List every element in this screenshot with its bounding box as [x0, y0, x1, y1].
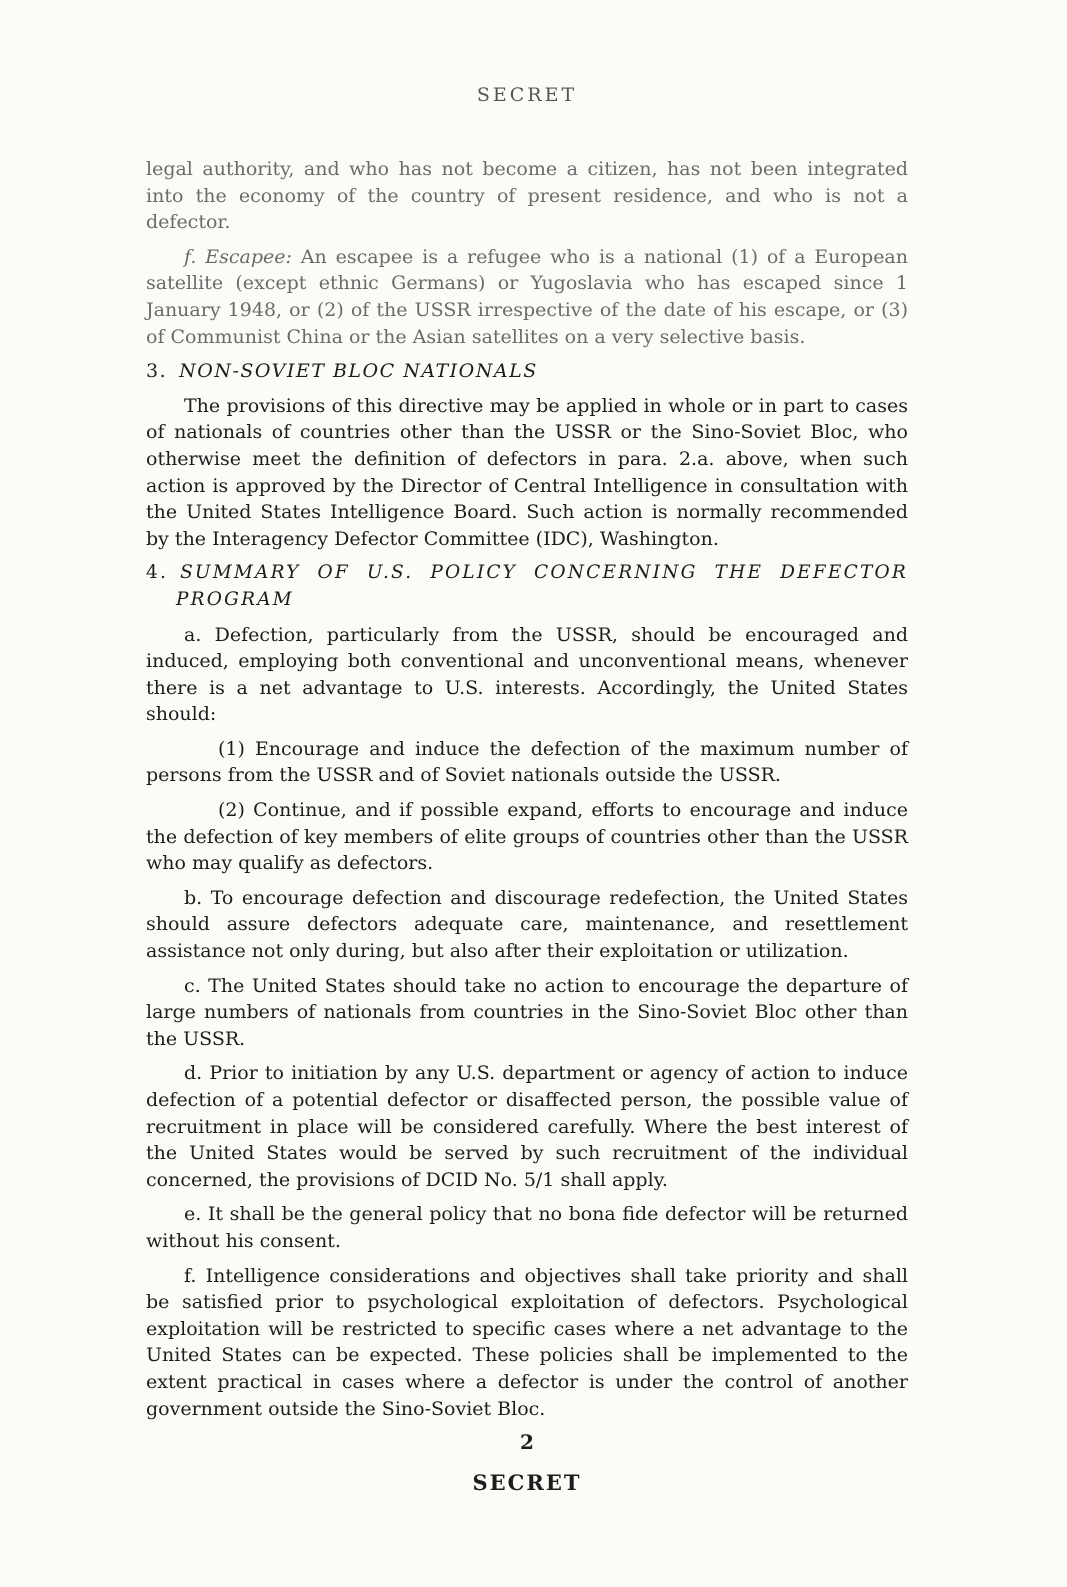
- escapee-label: f. Escapee:: [184, 245, 292, 268]
- document-page: [146, 0, 908, 1587]
- paragraph-a: a. Defection, particularly from the USSR, should be encouraged and induced, employing both conventional and unconventional means, whenever there is a net advantage to U.S. interests. Accordingly, the United States should:: [146, 623, 908, 726]
- top-classification-marking: SECRET: [476, 84, 578, 106]
- paragraph-a-1: (1) Encourage and induce the defection of the maximum number of persons from the USSR and of Soviet nationals outside the USSR.: [146, 737, 908, 787]
- paragraph-a-2: (2) Continue, and if possible expand, efforts to encourage and induce the defection of key members of elite groups of countries other than the USSR who may qualify as defectors.: [146, 799, 908, 875]
- section-4-heading: [146, 560, 908, 613]
- paragraph-b: b. To encourage defection and discourage redefection, the United States should assure defectors adequate care, maintenance, and resettlement assistance not only during, but also after their exploitation or utilization.: [146, 886, 908, 963]
- paragraph-continuation: legal authority, and who has not become a citizen, has not been integrated into the economy of the country of present residence, and who is not a defector.: [146, 158, 908, 234]
- section-3-paragraph: The provisions of this directive may be applied in whole or in part to cases of nationals of countries other than the USSR or the Sino-Soviet Bloc, who otherwise meet the definition of defectors in para. 2.a. above, when such action is approved by the Director of Central Intelligence in consultation with the United States Intelligence Board. Such action is normally recommended by the Interagency Defector Committee (IDC), Washington.: [146, 394, 908, 550]
- document-body: [146, 156, 908, 1430]
- section-3-title: NON-SOVIET BLOC NATIONALS: [179, 360, 538, 383]
- section-4-number: 4.: [146, 562, 169, 584]
- paragraph-d: d. Prior to initiation by any U.S. department or agency of action to induce defection of a potential defector or disaffected person, the possible value of recruitment in place will be considered carefully. Where the best interest of the United States would be served by such recruitment of the individual concerned, the provisions of DCID No. 5/1 shall apply.: [146, 1062, 908, 1191]
- paragraph-f: f. Intelligence considerations and objectives shall take priority and shall be satisfied prior to psychological exploitation of defectors. Psychological exploitation will be restricted to specific cases where a net advantage to the United States can be expected. These policies shall be implemented to the extent practical in cases where a defector is under the control of another government outside the Sino-Soviet Bloc.: [146, 1264, 908, 1420]
- section-3-number: 3.: [146, 360, 168, 383]
- paragraph-escapee-definition: [146, 244, 908, 350]
- paragraph-e: e. It shall be the general policy that no bona fide defector will be returned without his consent.: [146, 1203, 908, 1252]
- section-3-heading: [146, 358, 908, 385]
- bottom-classification-marking: SECRET: [472, 1470, 582, 1495]
- page-number: 2: [520, 1430, 534, 1454]
- section-4-title: SUMMARY OF U.S. POLICY CONCERNING THE DEFECTOR PROGRAM: [176, 562, 908, 610]
- escapee-text: An escapee is a refugee who is a national (1) of a European satellite (except ethnic Germans) or Yugoslavia who has escaped since 1 January 1948, or (2) of the USSR irrespective of the date of his escape, or (3) of Communist China or the Asian satellites on a very selective basis.: [146, 245, 908, 348]
- paragraph-c: c. The United States should take no action to encourage the departure of large numbers of nationals from countries in the Sino-Soviet Bloc other than the USSR.: [146, 974, 908, 1050]
